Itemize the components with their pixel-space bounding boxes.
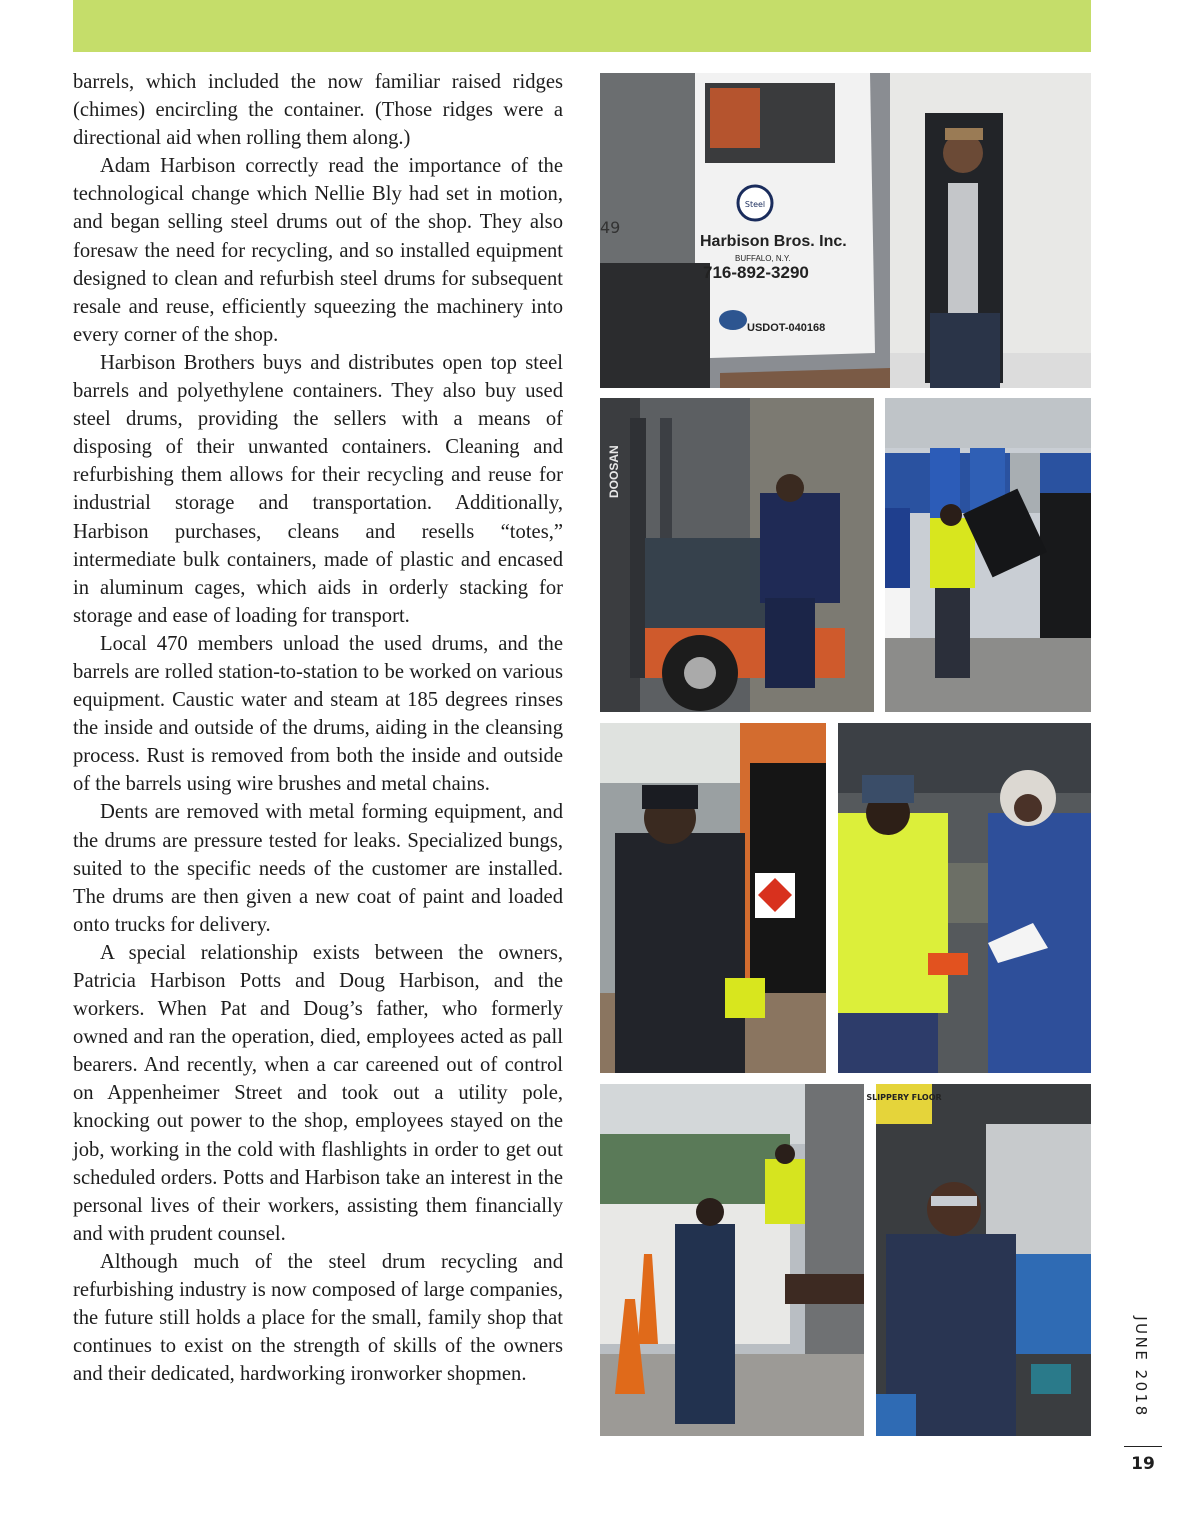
photo-drum-stacks: [885, 398, 1091, 712]
photo-worker-holding-drum: [600, 723, 826, 1073]
truck-city: BUFFALO, N.Y.: [735, 254, 791, 263]
truck-phone: 716-892-3290: [703, 263, 809, 282]
forklift-brand: DOOSAN: [607, 445, 621, 498]
article-paragraph: barrels, which included the now familiar raised ridges (chimes) encircling the container. (Those ridges were a directional aid when rolling them along.): [73, 71, 563, 150]
article-paragraph: A special relationship exists between the owners, Patricia Harbison Potts and Doug Harbison, and the workers. When Pat and Doug’s father, who formerly owned and ran the operation, died, employees acted as pall bearers. And recently, when a car careened out of control on Appenheimer Street and took out a utility pole, knocking out power to the shop, employees stayed on the job, working in the cold with flashlights in order to get out scheduled orders. Potts and Harbison take an interest in the personal lives of their workers, assisting them financially and with prudent counsel.: [73, 941, 563, 1245]
header-accent-bar: [73, 0, 1091, 52]
article-body: [73, 68, 563, 1388]
page-number: 19: [1131, 1454, 1155, 1474]
photo-two-workers-paperwork: [838, 723, 1091, 1073]
photo-worker-steam-machine: [866, 1084, 1091, 1436]
article-paragraph: Dents are removed with metal forming equipment, and the drums are pressure tested for leaks. Specialized bungs, suited to the specific needs of the customer are installed. The drums are then given a new coat of paint and loaded onto trucks for delivery.: [73, 801, 563, 936]
article-paragraph: Although much of the steel drum recycling and refurbishing industry is now composed of large companies, the future still holds a place for the small, family shop that continues to exist on the strength of skills of the owners and their dedicated, hardworking ironworker shopmen.: [73, 1250, 563, 1386]
truck-usdot: USDOT-040168: [747, 322, 826, 334]
truck-number: 49: [600, 218, 621, 237]
article-paragraph: Adam Harbison correctly read the importance of the technological change which Nellie Bly had set in motion, and began selling steel drums out of the shop. They also foresaw the need for recycling, and so installed equipment designed to clean and refurbish steel drums for subsequent resale and reuse, efficiently squeezing the machinery into every corner of the shop.: [73, 155, 563, 346]
issue-date-text: JUNE 2018: [1132, 1316, 1150, 1418]
photo-forklift-operator: [600, 398, 874, 712]
issue-date-label: [1121, 1302, 1161, 1432]
truck-company-name: Harbison Bros. Inc.: [700, 233, 847, 250]
photo-yard-loading: [600, 1084, 864, 1436]
truck-emblem-text: Steel: [744, 200, 766, 209]
article-paragraph: Harbison Brothers buys and distributes open top steel barrels and polyethylene containers. They also buy used steel drums, providing the sellers with a means of disposing of their unwanted containers. Cleaning and refurbishing them allows for their recycling and reuse for industrial storage and transportation. Additionally, Harbison purchases, cleans and resells “totes,” intermediate bulk containers, made of plastic and encased in aluminum cages, which aids in orderly stacking for storage and ease of loading for transport.: [73, 351, 563, 627]
footer-divider: [1124, 1446, 1162, 1447]
article-paragraph: Local 470 members unload the used drums, and the barrels are rolled station-to-station to be worked on various equipment. Caustic water and steam at 185 degrees rinses the inside and outside of the drums, aiding in the cleansing process. Rust is removed from both the inside and outside of the barrels using wire brushes and metal chains.: [73, 632, 563, 796]
slippery-floor-sign: SLIPPERY FLOOR: [866, 1093, 942, 1102]
photo-truck-worker: [600, 73, 1091, 388]
